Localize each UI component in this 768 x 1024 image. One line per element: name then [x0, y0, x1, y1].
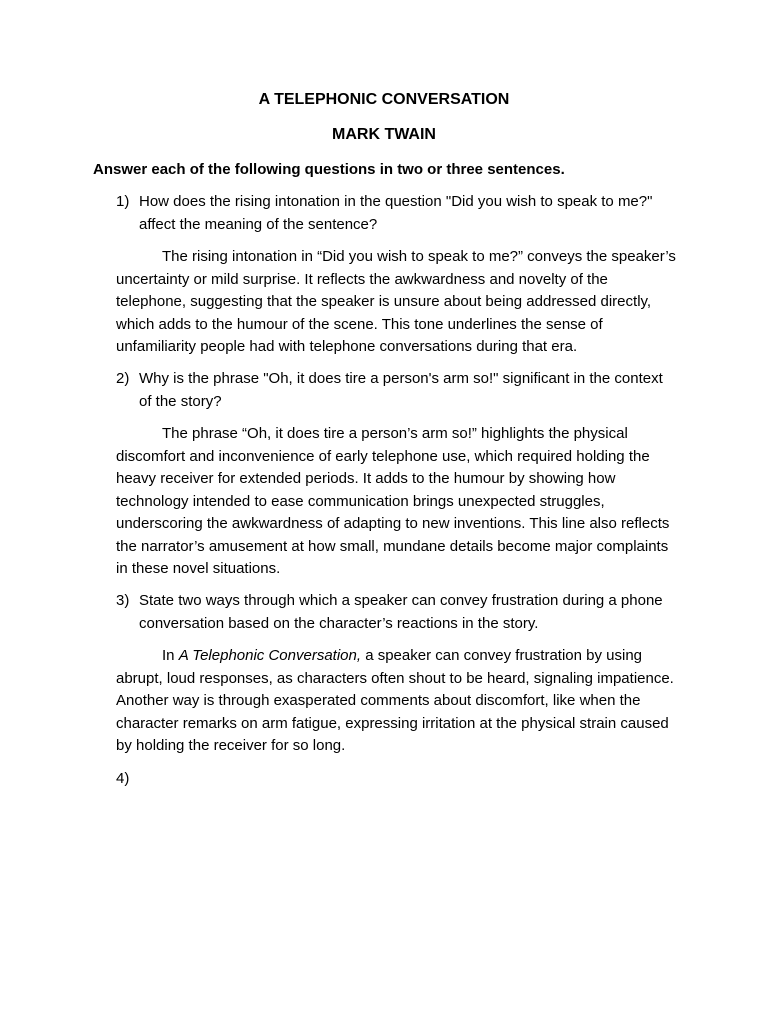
answer-rest: a speaker can convey frustration by using abrupt, loud responses, as characters often shout to be heard, signaling impatience. Another way is through exasperated comments about discomfort, like when the character remarks on arm fatigue, expressing irritation at the physical strain caused by holding the receiver for so long. [116, 647, 674, 754]
question-number: 2) [116, 370, 130, 387]
question-text: Why is the phrase "Oh, it does tire a person's arm so!" significant in the context of the story? [139, 370, 663, 410]
document-author: MARK TWAIN [332, 126, 436, 143]
question-1 [116, 191, 676, 236]
question-text: State two ways through which a speaker can convey frustration during a phone conversation based on the character’s reactions in the story. [139, 592, 663, 632]
question-number: 3) [116, 592, 130, 609]
answer-3 [116, 645, 678, 758]
story-title-italic: A Telephonic Conversation, [178, 647, 362, 664]
instruction-text: Answer each of the following questions in two or three sentences. [93, 161, 565, 178]
answer-2: The phrase “Oh, it does tire a person’s arm so!” highlights the physical discomfort and inconvenience of early telephone use, which required holding the heavy receiver for extended periods. It adds to the humour by showing how technology intended to ease communication brings unexpected struggles, underscoring the awkwardness of adapting to new inventions. This line also reflects the narrator’s amusement at how small, mundane details become major complaints in these novel situations. [116, 425, 670, 577]
question-number: 4) [116, 770, 130, 787]
question-2 [116, 368, 676, 413]
question-3 [116, 590, 676, 635]
answer-prefix: In [162, 647, 179, 664]
question-number: 1) [116, 193, 130, 210]
question-text: How does the rising intonation in the question "Did you wish to speak to me?" affect the meaning of the sentence? [139, 193, 653, 233]
document-title: A TELEPHONIC CONVERSATION [258, 91, 510, 108]
answer-1: The rising intonation in “Did you wish to speak to me?” conveys the speaker’s uncertainty or mild surprise. It reflects the awkwardness and novelty of the telephone, suggesting that the speaker is unsure about being addressed directly, which adds to the humour of the scene. This tone underlines the sense of unfamiliarity people had with telephone conversations during that era. [116, 248, 676, 355]
